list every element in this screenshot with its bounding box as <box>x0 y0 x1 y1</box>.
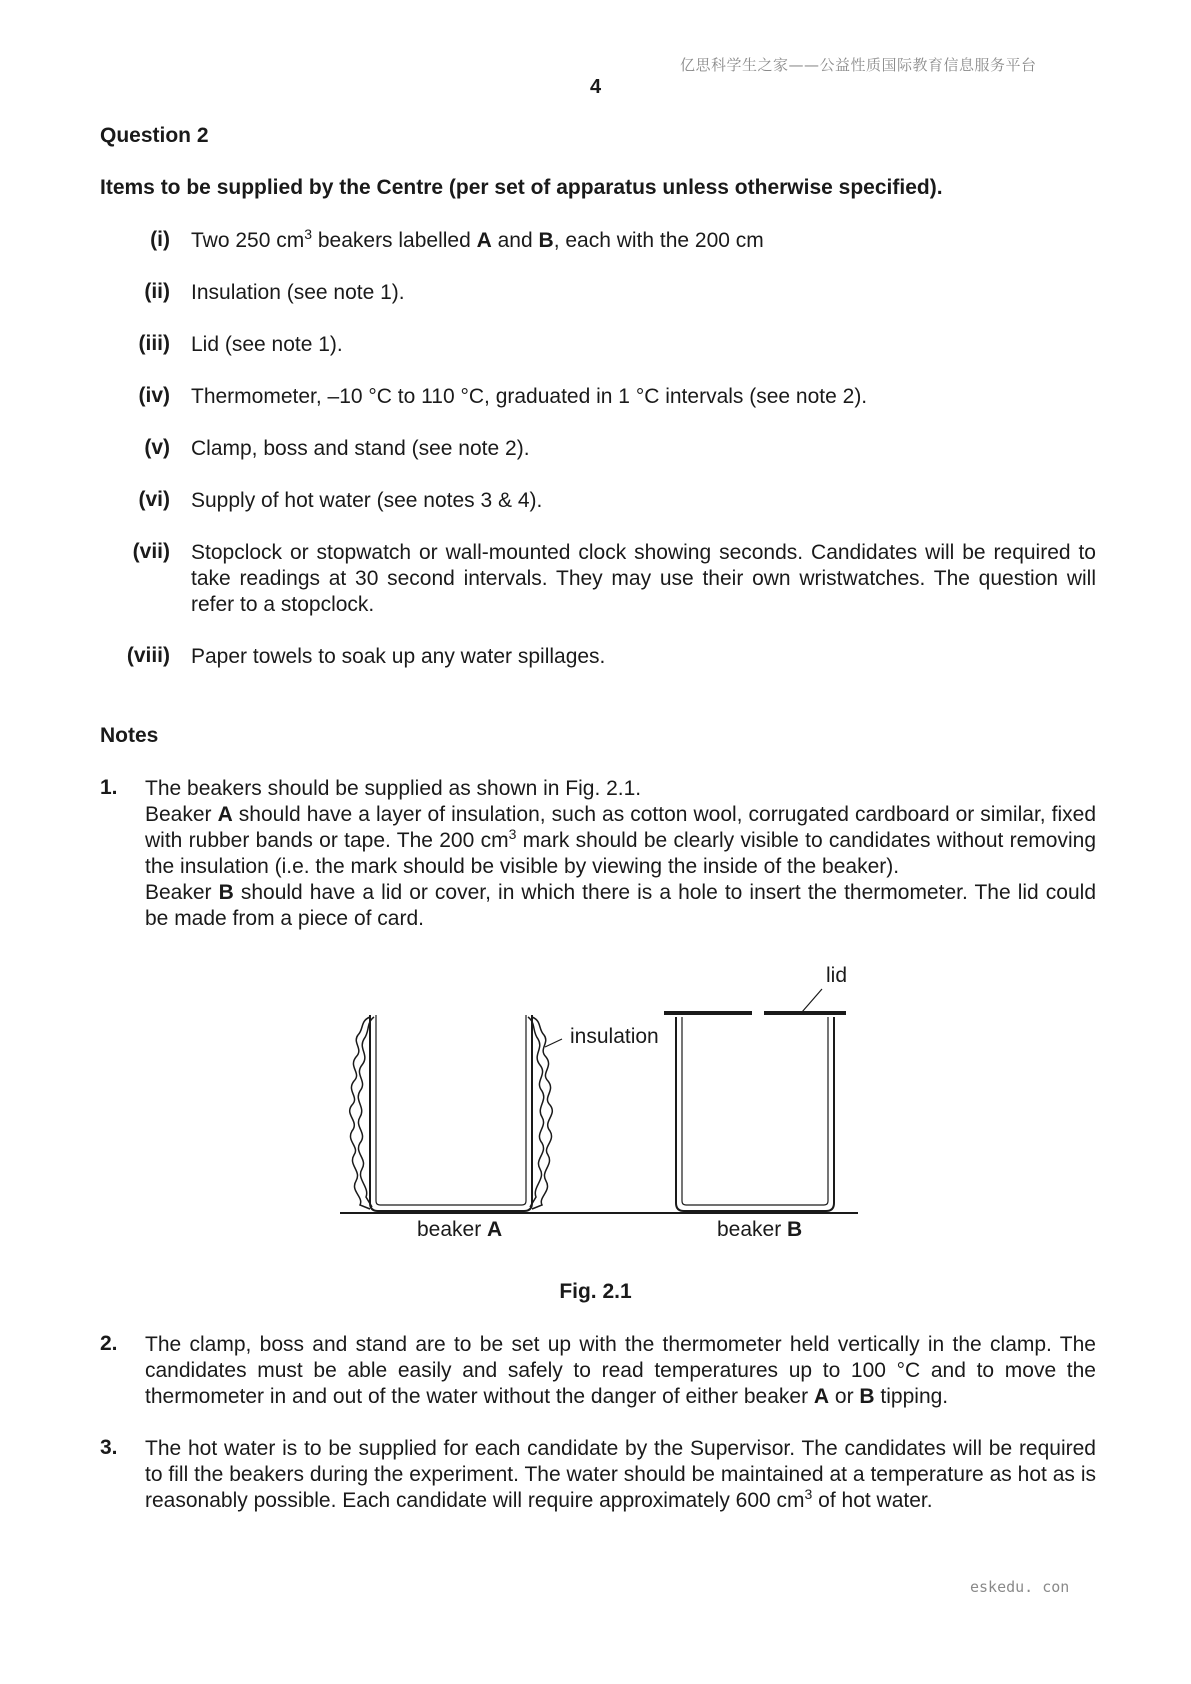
note-text <box>145 776 1096 932</box>
lid-left-piece <box>664 1011 752 1015</box>
item-text: Insulation (see note 1). <box>191 281 405 304</box>
page-number: 4 <box>589 76 602 98</box>
note-paragraph: Beaker A should have a layer of insulation, such as cotton wool, corrugated cardboard or similar, fixed with rubber bands or tape. The 200 $cm^3$ mark should be clearly visible to candidates without removing the insulation (i.e. the mark should be visible by viewing the inside of the beaker). <box>145 803 1096 878</box>
beaker-diagram <box>330 955 870 1255</box>
item-text: Lid (see note 1). <box>191 333 343 356</box>
beaker-b-label: beaker B <box>717 1218 803 1241</box>
lid-right-piece <box>764 1011 846 1015</box>
insulation-label: insulation <box>570 1025 659 1048</box>
note-number: 3. <box>100 1436 118 1459</box>
item-text: Paper towels to soak up any water spillages. <box>191 645 606 668</box>
note-paragraph: The beakers should be supplied as shown in Fig. 2.1. <box>145 777 642 800</box>
item-text: Stopclock or stopwatch or wall-mounted clock showing seconds. Candidates will be required to take readings at 30 second intervals. They may use their own wristwatches. The question will refer to a stopclock. <box>191 541 1096 616</box>
items-heading: Items to be supplied by the Centre (per set of apparatus unless otherwise specified). <box>100 176 943 199</box>
lid-label: lid <box>826 964 848 987</box>
header-watermark: 亿思科学生之家——公益性质国际教育信息服务平台 <box>680 56 1037 74</box>
item-text: Supply of hot water (see notes 3 & 4). <box>191 489 543 512</box>
insulation-pointer <box>545 1039 562 1047</box>
notes-heading: Notes <box>100 724 159 747</box>
item-number: (ii) <box>144 280 170 303</box>
note-number: 2. <box>100 1332 118 1355</box>
item-number: (viii) <box>126 644 170 667</box>
item-text: Thermometer, –10 °C to 110 °C, graduated in 1 °C intervals (see note 2). <box>191 385 868 408</box>
item-number: (v) <box>144 436 170 459</box>
item-number: (vii) <box>132 540 170 563</box>
note-text: The clamp, boss and stand are to be set up with the thermometer held vertically in the clamp. The candidates must be able easily and safely to read temperatures up to 100 °C and to move the thermometer in and out of the water without the danger of either beaker A or B tipping. <box>145 1333 1096 1408</box>
note-paragraph: Beaker B should have a lid or cover, in which there is a hole to insert the thermometer. The lid could be made from a piece of card. <box>145 881 1097 930</box>
beaker-a <box>370 1015 532 1211</box>
note-text: The hot water is to be supplied for each candidate by the Supervisor. The candidates will be required to fill the beakers during the experiment. The water should be maintained at a temperature as hot as is reasonably possible. Each candidate will require approximately 600 $cm^3$ of hot water. <box>145 1437 1096 1512</box>
item-text: Clamp, boss and stand (see note 2). <box>191 437 530 460</box>
note-number: 1. <box>100 776 118 799</box>
question-title: Question 2 <box>100 124 209 147</box>
item-number: (i) <box>150 228 170 251</box>
beaker-a-label: beaker A <box>417 1218 503 1241</box>
beaker-b <box>676 1017 834 1211</box>
item-number: (iii) <box>138 332 170 355</box>
footer-watermark: eskedu. con <box>970 1578 1070 1596</box>
item-text: Two 250 $cm^3$ beakers labelled A and B, each with the 200 cm <box>191 226 764 252</box>
item-number: (vi) <box>138 488 170 511</box>
figure-caption: Fig. 2.1 <box>559 1280 632 1303</box>
item-number: (iv) <box>138 384 170 407</box>
lid-pointer <box>802 989 822 1012</box>
